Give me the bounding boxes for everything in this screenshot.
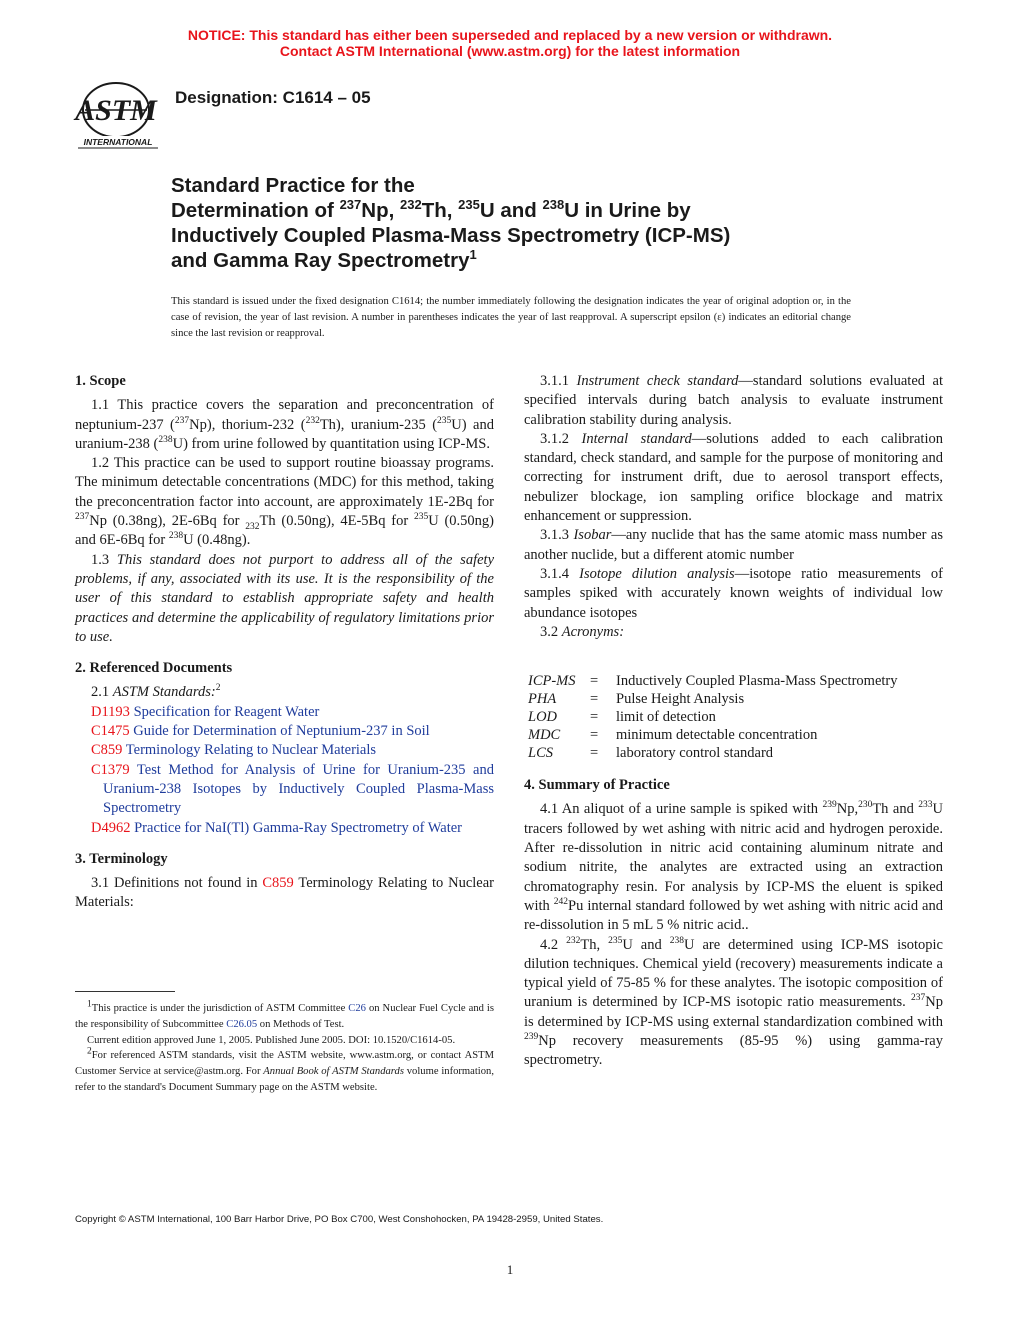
paragraph-4-1: 4.1 An aliquot of a urine sample is spiked with $^{239}$Np,$^{230}$Th and $^{233}$U tracers followed by wet ashing with nitric acid and hydrogen peroxide. After re-dissolution in nitric acid containing aluminum nitrate and sodium nitrite, the analytes are extracted using an extraction chromatography resin. For analysis by ICP-MS the eluent is spiked with $^{242}$Pu internal standard followed by wet ashing with nitric acid and re-dissolution in 5 mL 5 % nitric acid.. [524,800,943,934]
ref-title-link[interactable]: Test Method for Analysis of Urine for Uranium-235 and Uranium-238 Isotopes by Inductively Coupled Plasma-Mass Spectrometry [103,761,494,817]
title-line-2: Determination of $^{237}$Np, $^{232}$Th, $^{235}$U and $^{238}$U in Urine by [171,197,691,222]
logo-astm-text: ASTM [75,94,157,127]
document-title [171,173,871,273]
title-line-1: Standard Practice for the [171,174,415,197]
link-c26[interactable]: C26 [348,1003,366,1014]
acronym-row [528,672,898,690]
acronym-eq: = [590,727,599,744]
copyright: Copyright © ASTM International, 100 Barr Harbor Drive, PO Box C700, West Conshohocken, PA 19428-2959, United States. [75,1214,604,1225]
footnotes [75,1001,494,1096]
acronym-row [528,726,898,744]
acronym-eq: = [590,745,599,762]
referenced-document [75,722,494,741]
ref-title-link[interactable]: Guide for Determination of Neptunium-237 in Soil [133,723,430,740]
logo-international-text: INTERNATIONAL [83,137,153,147]
acronyms-table [528,672,898,762]
section-1-heading: 1. Scope [75,373,126,389]
left-column [75,372,494,913]
acronym-key: PHA [528,691,557,708]
acronym-row [528,708,898,726]
right-column [524,372,943,1071]
paragraph-3-1-1: 3.1.1 Instrument check standard—standard solutions evaluated at specified intervals during batch analysis to evaluate instrument calibration stability during analysis. [524,373,943,428]
paragraph-4-2: 4.2 $^{232}$Th, $^{235}$U and $^{238}$U are determined using ICP-MS isotopic dilution techniques. Chemical yield (recovery) measurements indicate a typical yield of 75-85 % for these analytes. The isotopic composition of uranium is determined by ICP-MS isotopic ratio measurements. $^{237}$Np is determined by ICP-MS using external standardization combined with $^{239}$Np recovery measurements (85-95 %) using gamma-ray spectrometry. [524,935,943,1069]
paragraph-1-2: 1.2 This practice can be used to support routine bioassay programs. The minimum detectable concentrations (MDC) for this method, taking the preconcentration factor into account, are approximately 1E-2Bq for $^{237}$Np (0.38ng), 2E-6Bq for $_{232}$Th (0.50ng), 4E-5Bq for $^{235}$U (0.50ng) and 6E-6Bq for $^{238}$U (0.48ng). [75,455,494,549]
ref-code-link[interactable]: C1475 [91,723,130,740]
ref-link-c859[interactable]: C859 [262,875,294,892]
acronym-def: minimum detectable concentration [616,727,818,744]
paragraph-3-1-4: 3.1.4 Isotope dilution analysis—isotope ratio measurements of samples spiked with accurately known weights of individual low abundance isotopes [524,565,944,621]
withdrawal-notice-line-2: Contact ASTM International (www.astm.org) for the latest information [279,43,741,59]
paragraph-2-1: 2.1 ASTM Standards:$^2$ [91,683,221,701]
referenced-document [75,741,494,760]
acronym-def: Inductively Coupled Plasma-Mass Spectrometry [616,673,898,690]
ref-title-link[interactable]: Practice for NaI(Tl) Gamma-Ray Spectrometry of Water [134,819,463,836]
paragraph-3-1-2: 3.1.2 Internal standard—solutions added to each calibration standard, check standard, and sample for the purpose of monitoring and correcting for instrument drift, due to aerosol transport effects, nebulizer blockage, ion sampling orifice blockage and matrix enhancement or suppression. [524,430,943,525]
acronym-key: LOD [528,709,558,726]
acronym-def: limit of detection [616,709,716,726]
page-number: 1 [506,1262,514,1277]
designation: Designation: C1614 – 05 [175,88,371,107]
paragraph-1-1: 1.1 This practice covers the separation and preconcentration of neptunium-237 ($^{237}$Np), thorium-232 ($^{232}$Th), uranium-235 ($^{235}$U) and uranium-238 ($^{238}$U) from urine followed by quantitation using ICP-MS. [75,397,494,452]
withdrawal-notice-line-1: NOTICE: This standard has either been superseded and replaced by a new version or withdrawn. [187,27,833,43]
footnote-1: $^1$This practice is under the jurisdiction of ASTM Committee C26 on Nuclear Fuel Cycle and is the responsibility of Subcommittee C26.05 on Methods of Test. [75,999,494,1030]
footnote-divider [75,991,175,992]
ref-code-link[interactable]: D1193 [91,703,130,720]
section-2-heading: 2. Referenced Documents [75,660,233,677]
title-line-3: Inductively Coupled Plasma-Mass Spectrometry (ICP-MS) [171,224,731,247]
paragraph-3-2: 3.2 Acronyms: [540,623,625,640]
astm-logo [72,74,162,154]
link-c26-05[interactable]: C26.05 [226,1018,258,1030]
acronym-def: Pulse Height Analysis [616,691,745,708]
ref-title-link[interactable]: Terminology Relating to Nuclear Materials [125,742,377,759]
title-footnote-mark: 1 [469,247,477,263]
referenced-documents-list [75,703,494,838]
acronym-key: ICP-MS [528,673,576,690]
ref-code-link[interactable]: C1379 [91,761,130,778]
referenced-document [75,819,494,838]
paragraph-3-1: 3.1 Definitions not found in C859 Terminology Relating to Nuclear Materials: [75,875,494,911]
referenced-document [75,703,494,722]
title-line-4: and Gamma Ray Spectrometry$^1$ [171,247,477,272]
section-3-heading: 3. Terminology [75,850,168,867]
acronym-eq: = [590,673,599,690]
acronym-row [528,690,898,708]
section-4-heading: 4. Summary of Practice [524,777,670,794]
acronym-def: laboratory control standard [616,745,774,762]
ref-code-link[interactable]: C859 [91,742,123,759]
ref-code-link[interactable]: D4962 [91,819,131,836]
ref-title-link[interactable]: Specification for Reagent Water [133,703,320,720]
referenced-document [75,761,494,819]
acronym-key: LCS [528,745,553,762]
footnote-2: $^2$For referenced ASTM standards, visit the ASTM website, www.astm.org, or contact ASTM Customer Service at service@astm.org. For Annual Book of ASTM Standards volume information, refer to the standard's Document Summary page on the ASTM website. [75,1046,494,1093]
paragraph-1-3: 1.3 This standard does not purport to address all of the safety problems, if any, associated with its use. It is the responsibility of the user of this standard to establish appropriate safety and health practices and determine the applicability of regulatory limitations prior to use. [75,551,495,645]
issuance-statement: This standard is issued under the fixed designation C1614; the number immediately following the designation indicates the year of original adoption or, in the case of revision, the year of last revision. A number in parentheses indicates the year of last reapproval. A superscript epsilon (ε) indicates an editorial change since the last revision or reapproval. [171,296,851,339]
acronym-eq: = [590,709,599,726]
footnote-1-edition: Current edition approved June 1, 2005. Published June 2005. DOI: 10.1520/C1614-05. [87,1034,456,1046]
acronym-key: MDC [528,727,561,744]
acronym-row [528,744,898,762]
acronym-eq: = [590,691,599,708]
paragraph-3-1-3: 3.1.3 Isobar—any nuclide that has the same atomic mass number as another nuclide, but a different atomic number [524,527,944,563]
